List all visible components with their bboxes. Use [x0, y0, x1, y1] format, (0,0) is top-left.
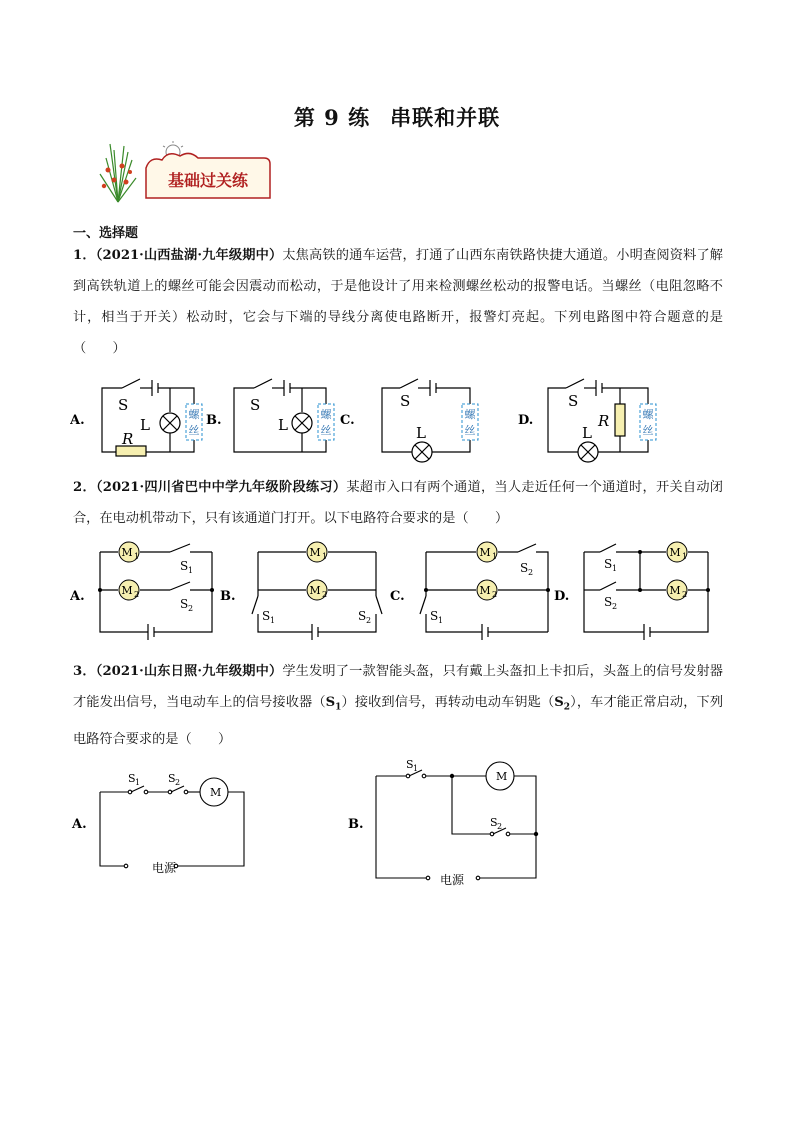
q3-option-b[interactable]: B.	[348, 817, 364, 832]
q2-option-a[interactable]: A.	[70, 589, 85, 604]
q1-circuits	[70, 372, 710, 472]
q3-b-s1-sub: 1	[413, 764, 419, 773]
q2-c-motor1-label: M	[479, 546, 491, 559]
q2-a-motor1-label: M	[121, 546, 133, 559]
flower-illustration-icon	[88, 140, 274, 204]
q2-a-switch2-label: S	[180, 597, 189, 611]
q3-s2-label: S	[554, 695, 564, 710]
q1-a-resistor-label: R	[122, 430, 134, 448]
q3-a-motor-label: M	[210, 786, 222, 799]
q2-b-s2-sub: 2	[366, 616, 372, 625]
q2-b-motor2-label: M	[309, 584, 321, 597]
q1-d-screw-label2: 丝	[642, 424, 654, 437]
title-main: 串联和并联	[390, 105, 501, 130]
q2-d-m1-sub: 1	[682, 552, 688, 561]
q2-a-m2-sub: 2	[134, 590, 140, 599]
q2-c-switch2-label: S	[520, 561, 529, 575]
q1-a-lamp-label: L	[140, 416, 150, 434]
q2-b-m1-sub: 1	[322, 552, 328, 561]
q3-a-source-label: 电源	[152, 861, 177, 875]
q3-a-s1-sub: 1	[135, 778, 141, 787]
q2-d-motor2-label: M	[669, 584, 681, 597]
q1-d-resistor-label: R	[598, 412, 610, 430]
q1-a-screw-label2: 丝	[188, 424, 200, 437]
q2-d-s1-sub: 1	[612, 564, 618, 573]
q1-a-screw-label1: 螺	[188, 408, 200, 421]
q2-b-motor1-label: M	[309, 546, 321, 559]
section-banner	[88, 140, 274, 204]
q3-b-s1-label: S	[406, 758, 414, 771]
q1-source: （2021·山西盐湖·九年级期中）	[95, 248, 283, 263]
question-3	[73, 656, 723, 755]
q2-d-switch2-label: S	[604, 595, 613, 609]
q2-option-c[interactable]: C.	[390, 589, 405, 604]
q2-c-switch1-label: S	[430, 609, 439, 623]
q3-s1-label: S	[325, 695, 336, 710]
q3-s1-sub: 1	[335, 702, 342, 713]
q1-a-switch-label: S	[118, 396, 129, 414]
q2-option-b[interactable]: B.	[220, 589, 236, 604]
q2-d-s2-sub: 2	[612, 602, 618, 611]
q2-d-m2-sub: 2	[682, 590, 688, 599]
q1-option-a[interactable]: A.	[70, 413, 85, 428]
q2-source: （2021·四川省巴中中学九年级阶段练习）	[95, 480, 347, 495]
q3-s2-sub: 2	[563, 702, 571, 713]
q3-number: 3．	[73, 664, 96, 679]
q1-d-switch-label: S	[568, 392, 579, 410]
q2-b-switch2-label: S	[358, 609, 367, 623]
q2-option-d[interactable]: D.	[554, 589, 570, 604]
q3-text-part2: ）接收到信号，再转动电动车钥匙（	[341, 695, 555, 710]
page-title	[0, 102, 794, 132]
q1-b-screw-label1: 螺	[320, 408, 332, 421]
q3-source: （2021·山东日照·九年级期中）	[95, 664, 283, 679]
q2-c-s2-sub: 2	[528, 568, 534, 577]
q3-b-source-label: 电源	[440, 873, 465, 887]
q1-option-d[interactable]: D.	[518, 413, 534, 428]
q3-b-s2-label: S	[490, 816, 498, 829]
section-heading: 一、选择题	[73, 226, 139, 241]
q3-text-part3: ），车才能正常启动，下列电路符合要求的是（ ）	[73, 695, 724, 747]
q2-c-m2-sub: 2	[492, 590, 498, 599]
q3-a-s2-label: S	[168, 772, 176, 785]
q1-d-screw-label1: 螺	[642, 408, 654, 421]
q1-option-c[interactable]: C.	[340, 413, 355, 428]
question-1	[73, 240, 723, 364]
q1-number: 1．	[73, 248, 96, 263]
q2-text: 某超市入口有两个通道，当人走近任何一个通道时，开关自动闭合，在电动机带动下，只有该通道门打开。以下电路符合要求的是（ ）	[73, 480, 723, 526]
banner-label: 基础过关练	[167, 171, 249, 190]
question-2	[73, 472, 723, 534]
q1-b-switch-label: S	[250, 396, 261, 414]
q2-a-switch1-label: S	[180, 559, 189, 573]
q2-d-motor1-label: M	[669, 546, 681, 559]
q2-a-motor2-label: M	[121, 584, 133, 597]
q3-b-motor-label: M	[496, 770, 508, 783]
q1-d-lamp-label: L	[582, 424, 592, 442]
q3-option-a[interactable]: A.	[72, 817, 87, 832]
q2-b-switch1-label: S	[262, 609, 271, 623]
q2-d-switch1-label: S	[604, 557, 613, 571]
q1-b-lamp-label: L	[278, 416, 288, 434]
q2-number: 2．	[73, 480, 96, 495]
q1-text: 太焦高铁的通车运营，打通了山西东南铁路快捷大通道。小明查阅资料了解到高铁轨道上的螺丝可能会因震动而松动，于是他设计了用来检测螺丝松动的报警电话。当螺丝（电阻忽略不计，相当于开关）松动时，它会与下端的导线分离使电路断开，报警灯亮起。下列电路图中符合题意的是（ ）	[73, 248, 723, 356]
title-prefix: 第 9 练	[293, 105, 371, 130]
q2-c-motor2-label: M	[479, 584, 491, 597]
q2-b-m2-sub: 2	[322, 590, 328, 599]
q3-text-part1: 学生发明了一款智能头盔，只有戴上头盔扣上卡扣后，头盔上的信号发射器才能发出信号，当电动车上的信号接收器（	[73, 664, 723, 710]
q2-b-s1-sub: 1	[270, 616, 276, 625]
q1-c-screw-label2: 丝	[464, 424, 476, 437]
q2-a-s1-sub: 1	[188, 566, 194, 575]
q3-a-s2-sub: 2	[175, 778, 181, 787]
q2-a-s2-sub: 2	[188, 604, 194, 613]
q2-a-m1-sub: 1	[134, 552, 140, 561]
q2-circuits	[70, 538, 720, 642]
q2-c-s1-sub: 1	[438, 616, 444, 625]
q3-a-s1-label: S	[128, 772, 136, 785]
q1-b-screw-label2: 丝	[320, 424, 332, 437]
q1-option-b[interactable]: B.	[206, 413, 222, 428]
q3-circuits	[70, 756, 550, 896]
q1-c-screw-label1: 螺	[464, 408, 476, 421]
q3-b-s2-sub: 2	[497, 822, 503, 831]
q2-c-m1-sub: 1	[492, 552, 498, 561]
q1-c-switch-label: S	[400, 392, 411, 410]
q1-c-lamp-label: L	[416, 424, 426, 442]
